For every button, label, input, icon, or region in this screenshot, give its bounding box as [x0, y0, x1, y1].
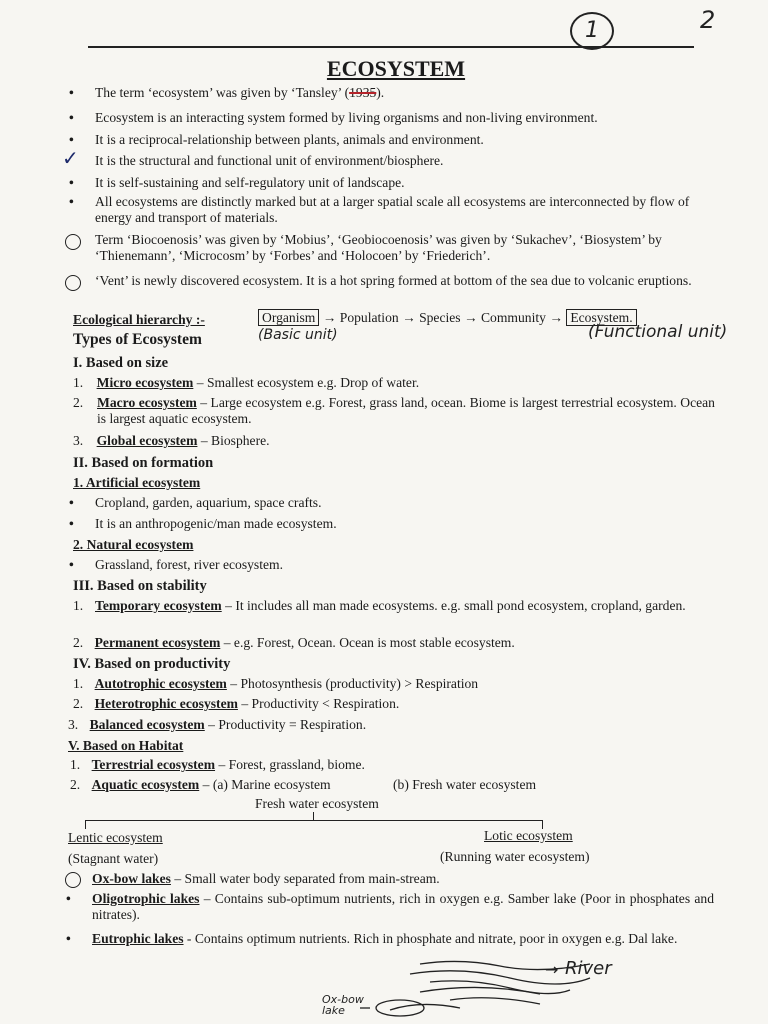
habitat-item-2: [70, 777, 331, 793]
productivity-item-3: [68, 717, 366, 733]
item-term: Aquatic ecosystem: [91, 777, 200, 792]
checkmark-icon: ✓: [62, 146, 79, 170]
habitat-heading: V. Based on Habitat: [68, 738, 184, 753]
artificial-point-2: • It is an anthropogenic/man made ecosystem.: [95, 516, 337, 532]
productivity-heading: IV. Based on productivity: [73, 656, 231, 672]
intro-point-6: • All ecosystems are distinctly marked but at a larger spatial scale all ecosystems are interconnected by flow of energy and transport of materials.: [95, 194, 725, 226]
item-number: 1.: [73, 375, 84, 390]
artificial-heading: 1. Artificial ecosystem: [73, 475, 201, 490]
title-rule: [88, 46, 694, 48]
tree-branch-line: [85, 820, 543, 821]
intro-point-2: • Ecosystem is an interacting system formed by living organisms and non-living environment.: [95, 110, 598, 126]
lake-term: Eutrophic lakes: [92, 931, 184, 946]
stability-heading: III. Based on stability: [73, 578, 207, 594]
page-title: ECOSYSTEM: [326, 56, 466, 81]
item-term: Terrestrial ecosystem: [91, 757, 216, 772]
lake-term: Oligotrophic lakes: [92, 891, 200, 906]
lotic-note: (Running water ecosystem): [440, 849, 590, 864]
size-item-3: [73, 433, 270, 449]
lake-desc: – Small water body separated from main-stream.: [170, 871, 440, 886]
item-number: 2.: [73, 696, 84, 711]
item-desc: – (a) Marine ecosystem: [199, 777, 331, 792]
item-number: 1.: [73, 598, 84, 613]
page-number-text: 1: [585, 18, 599, 43]
item-number: 1.: [73, 676, 84, 691]
hierarchy-label: Ecological hierarchy :-: [73, 312, 205, 327]
item-desc: – Biosphere.: [197, 433, 270, 448]
hierarchy-chain: [258, 310, 637, 326]
lake-oxbow: [92, 871, 440, 887]
handwritten-page-index: 2: [700, 6, 716, 34]
item-term: Heterotrophic ecosystem: [94, 696, 238, 711]
stability-item-2: [73, 635, 515, 651]
lake-desc: - Contains optimum nutrients. Rich in phosphate and nitrate, poor in oxygen e.g. Dal lake.: [183, 931, 678, 946]
habitat-item-2-extra: (b) Fresh water ecosystem: [393, 777, 537, 792]
productivity-item-1: [73, 676, 478, 692]
hierarchy-end: Ecosystem.: [566, 309, 636, 326]
struck-year: 1935: [349, 85, 377, 100]
lake-desc: – Contains sub-optimum nutrients, rich in oxygen e.g. Samber lake (Poor in phosphates and nitrates).: [92, 891, 714, 922]
freshwater-root: Fresh water ecosystem: [255, 796, 379, 811]
river-arrow-icon: →: [545, 960, 559, 979]
hierarchy-start: Organism: [258, 309, 319, 326]
productivity-item-2: [73, 696, 399, 712]
intro-point-1-pre: The term ‘ecosystem’ was given by ‘Tansley’ (: [95, 85, 350, 100]
lake-term: Ox-bow lakes: [92, 871, 171, 886]
lotic-label: [484, 828, 573, 844]
item-term: Macro ecosystem: [97, 395, 197, 410]
oxbow-sketch-label: Ox-bow lake: [322, 993, 364, 1017]
size-item-2-text: [97, 395, 715, 427]
hierarchy-middle: → Population → Species → Community →: [322, 310, 563, 325]
item-number: 2.: [73, 395, 84, 410]
item-desc: – Photosynthesis (productivity) > Respiration: [226, 676, 479, 691]
handwritten-basic-unit: (Basic unit): [258, 327, 338, 343]
lake-oligotrophic: [92, 891, 714, 923]
lentic-note: (Stagnant water): [68, 851, 159, 866]
natural-heading: 2. Natural ecosystem: [73, 537, 194, 552]
intro-point-8: ‘Vent’ is newly discovered ecosystem. It is a hot spring formed at bottom of the sea due to volcanic eruptions.: [95, 273, 692, 288]
lentic-label: [68, 830, 163, 846]
river-label: River: [565, 958, 612, 979]
item-number: 2.: [73, 635, 84, 650]
size-item-2: [73, 395, 83, 411]
formation-heading: II. Based on formation: [73, 455, 214, 471]
item-number: 3.: [73, 433, 84, 448]
intro-point-1: [95, 85, 384, 101]
item-desc: – Forest, grassland, biome.: [215, 757, 365, 772]
circled-dot-icon: [65, 275, 81, 291]
item-number: 1.: [70, 757, 81, 772]
item-desc: – Productivity = Respiration.: [204, 717, 367, 732]
item-term: Autotrophic ecosystem: [94, 676, 227, 691]
circled-dot-icon: [65, 234, 81, 250]
item-number: 2.: [70, 777, 81, 792]
stability-item-1: [73, 598, 83, 614]
intro-point-1-post: ).: [376, 85, 385, 100]
item-term: Permanent ecosystem: [94, 635, 221, 650]
lentic-text: Lentic ecosystem: [68, 830, 163, 845]
intro-point-5: • It is self-sustaining and self-regulatory unit of landscape.: [95, 175, 405, 191]
item-desc: – Large ecosystem e.g. Forest, grass land, ocean. Biome is largest terrestrial ecosystem. Ocean is largest aquatic ecosystem.: [97, 395, 715, 426]
artificial-point-1: • Cropland, garden, aquarium, space crafts.: [95, 495, 321, 511]
item-term: Temporary ecosystem: [95, 598, 222, 613]
handwritten-page-number: [570, 12, 614, 50]
size-item-1: [73, 375, 419, 391]
item-term: Global ecosystem: [96, 433, 198, 448]
size-heading: I. Based on size: [73, 355, 169, 371]
stability-item-1-text: [95, 598, 715, 614]
lotic-text: Lotic ecosystem: [484, 828, 573, 843]
lake-eutrophic: [92, 931, 714, 947]
item-desc: – e.g. Forest, Ocean. Ocean is most stable ecosystem.: [220, 635, 515, 650]
handwritten-functional-unit: (Functional unit): [588, 322, 728, 342]
circled-dot-icon: [65, 872, 81, 888]
intro-point-3: • It is a reciprocal-relationship between plants, animals and environment.: [95, 132, 484, 148]
natural-point-1: • Grassland, forest, river ecosystem.: [95, 557, 283, 573]
types-heading: Types of Ecosystem: [73, 331, 202, 348]
tree-left-drop: [85, 820, 86, 829]
intro-point-4: It is the structural and functional unit of environment/biosphere.: [95, 153, 444, 168]
intro-point-7: Term ‘Biocoenosis’ was given by ‘Mobius’, ‘Geobiocoenosis’ was given by ‘Sukachev’, ‘Biosystem’ by ‘Thienemann’, ‘Microcosm’ by ‘Forbes’ and ‘Holocoen’ by ‘Friederich’.: [95, 232, 662, 263]
item-term: Balanced ecosystem: [89, 717, 205, 732]
item-number: 3.: [68, 717, 79, 732]
item-term: Micro ecosystem: [96, 375, 194, 390]
habitat-item-1: [70, 757, 365, 773]
item-desc: – Productivity < Respiration.: [237, 696, 400, 711]
item-desc: – It includes all man made ecosystems. e.g. small pond ecosystem, cropland, garden.: [221, 598, 686, 613]
item-desc: – Smallest ecosystem e.g. Drop of water.: [193, 375, 420, 390]
